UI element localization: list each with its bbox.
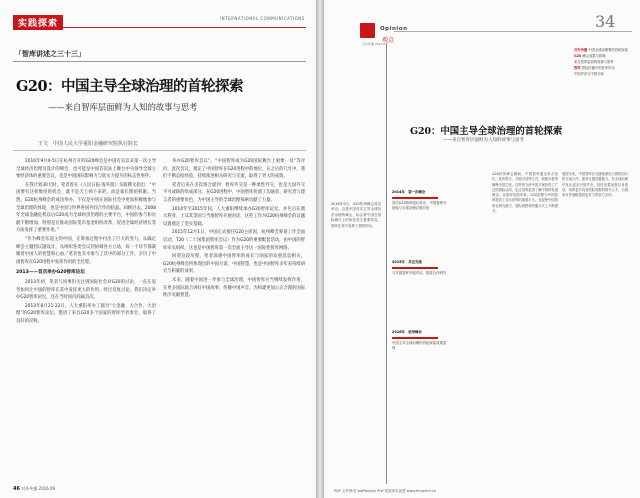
series-divider [13, 61, 306, 62]
book-gutter [316, 0, 324, 498]
sidebar-contents [574, 48, 630, 78]
list-item [574, 48, 630, 53]
toc-text: 峰会成果与影响 [582, 54, 606, 58]
annotation-block [392, 330, 447, 351]
paragraph: 2013年8月21-22日，人大重阳举办了题为“大金融、大合作、大治理”的G20智库论坛，邀请了来自G20多个国家的智库学者参会，取得了良好的反响。 [16, 303, 156, 324]
annotation-text: 中国主导全球治理的首轮探索成果显现 [392, 340, 447, 350]
annotation-bar [392, 267, 438, 268]
page-number-left [13, 486, 55, 492]
paragraph: 2016年9月4-5日在杭州召开的G20峰会是中国有史以来第一次主导全球经济治理及设计的峰会，也可能是中国首次站上舞台中央领导全球主要经济体的重要会议，也是中国国际影响力与软实力提升的标志性事件。 [16, 159, 156, 180]
section-brand: 实践探索 [13, 15, 63, 30]
opinion-label-en: Opinion [380, 26, 408, 32]
paragraph: “作为峰会东道主的中国，在筹备过程中付出了巨大的努力。从确定峰会主题到议题设计，从组织各类会议到协调各方立场，每一个环节都凝聚着中国人的智慧和心血。”笔者也有幸参与了其中的部分工作，亲历了中国智库在G20进程中发挥作用的全过程。 [16, 236, 156, 265]
toc-text: 中国全球治理观的首轮探索 [588, 48, 628, 52]
paragraph: 笔者后来在多次场合提到：智库外交是一种柔性外交，也是大国外交不可或缺的组成部分。在G20进程中，中国智库扮演了沟通者、研究者与建言者的重要角色，为中国主导的全球治理探索贡献了力量。 [163, 182, 305, 203]
margin-text: 2016年9月，G20杭州峰会成功举办，这是中国首次主导全球经济治理的峰会，标志着中国在国际舞台上的角色发生重要转变。智库在其中发挥了独特作用。 [331, 202, 381, 228]
annotation-heading: 2015年 多边交流 [392, 260, 422, 264]
toc-heading: 对外传播 [574, 48, 588, 52]
annotation-heading: 2016年 杭州峰会 [392, 330, 422, 334]
right-page [324, 0, 640, 498]
left-column-2 [163, 158, 305, 301]
annotation-text: 与多国智库开展对话，推进合作研究 [392, 270, 447, 275]
annotation-bar [392, 337, 438, 338]
paragraph: 未来，随着中国进一步参与全球治理，中国智库应当继续发挥作用，在更多国际场合讲好中国故事，传播中国声音，为构建更加公正合理的国际秩序贡献智慧。 [163, 277, 305, 299]
annotation-block [392, 260, 447, 276]
opinion-square-icon [360, 23, 375, 38]
right-column-3: G20杭州峰会期间，中国智库通过举办论坛、发布报告、开展对话等方式，积极向世界阐释中国主张。这些努力使中国方案获得了广泛的国际认同，也让世界更加了解中国的发展理念。从智库层面来看，G20进程为中国智库提供了走向世界的重要平台，也促使中国智库在研究能力、国际视野和传播方式上不断提升。 [492, 172, 558, 214]
page-number-right: 34 [595, 12, 616, 31]
section-brand-sub: INTERNATIONAL COMMUNICATIONS [220, 16, 305, 21]
annotation-text: 首次G20智库论坛举办，中国智库开始参与全球治理议题讨论 [392, 200, 447, 210]
article-subtitle-right: ——来自智库层面鲜为人知的故事与思考 [443, 138, 524, 143]
left-page [0, 0, 316, 498]
annotation-heading: 2014年 第一次峰会 [392, 190, 426, 194]
opinion-badge [360, 12, 408, 46]
toc-text: 来自智库层面的故事与思考 [574, 60, 614, 64]
list-item [574, 60, 630, 65]
byline-divider [13, 150, 306, 151]
toc-heading: 智库 [574, 66, 581, 70]
footer-text: 对外传播 2016.09 [21, 486, 56, 491]
margin-line [386, 44, 387, 484]
paragraph: 举办G20智库会议”，“中国智库成为G20国际舞台上重要一员”等评价。此次会议，奠定了中国智库在G20进程中的地位，在之后的几年中，我们不断总结经验，持续推进相关研究与交流，取得了更大的成效。 [163, 159, 305, 180]
toc-text: 中国声音与中国方案 [574, 72, 604, 76]
article-title: G20：中国主导全球治理的首轮探索 [16, 78, 244, 95]
header-divider [394, 31, 632, 32]
article-title-right: G20：中国主导全球治理的首轮探索 [410, 126, 563, 137]
paragraph: 回望这段历程，笔者深感中国智库的成长与国家的发展息息相关。G20杭州峰会所体现出的中国方案、中国智慧，也是中国智库多年来持续研究与积累的成果。 [163, 254, 305, 275]
annotation-bar [392, 197, 438, 198]
opinion-label-cn: 观点 [382, 37, 395, 44]
page-number: 46 [13, 486, 20, 492]
right-column-4: 展望未来，中国智库应当继续深化与国际同行的交流合作，提高议题设置能力，在全球治理中发出更多中国声音。同时也要加强自身建设，培养更多具有国际视野的研究人才，为国家对外战略提供更有力的智力支持。 [562, 172, 628, 198]
left-column-1 [16, 158, 156, 326]
author-byline: 王文 中国人民大学重阳金融研究院执行院长 [38, 141, 139, 147]
section-heading: 2013——首次举办G20智库论坛 [16, 270, 85, 276]
article-subtitle: ——来自智库层面鲜为人知的故事与思考 [48, 102, 198, 112]
toc-heading: G20 [574, 54, 582, 58]
paragraph: 2015年12月1日，中国正式接任G20主席国，杭州峰会筹备工作全面启动，T20（二十国集团智库会议）作为G20的重要配套活动，由中国的智库牵头组织，这也是中国智库第一次全面主导这一国际性智库网络。 [163, 230, 305, 251]
annotation-block [392, 190, 447, 211]
pdf-footer: PDF 文件使用“pdfFactory Pro”试用版本创建 www.fineprint.cn [334, 489, 437, 493]
list-item [574, 54, 630, 59]
paragraph: 2014年至2015年间，人大重阳继续承办G20智库论坛，并先后在澳大利亚、土耳其等国与当地智库开展对话，这些工作为G20杭州峰会的议题设置奠定了坚实基础。 [163, 206, 305, 227]
paragraph: 在我计划30天时，笔者曾在《人民日报·海外版》头版撰文指出：“中国要有这样维度的机会，就不是天上掉下来的，而是靠长期的积累。当然，G20杭州峰会的成功举办，不仅是中国在国际社会中更加积极地参与全球治理的体现，也是中国与世界各国共同合作的结晶。回顾过去，2008年全球金融危机以后G20成为全球经济治理的主要平台，中国的参与和贡献不断增加，特别是在推动国际货币基金组织改革、促进全球经济增长等方面发挥了重要作用。” [16, 182, 156, 234]
toc-text: 国际传播中的智库作用 [581, 66, 615, 70]
paragraph: 2013年初，笔者与同事们关注到国际社会对G20的讨论，一直在思考如何让中国的智库在其中发挥更大的作用。经过反复讨论，我们决定举办G20智库论坛，这在当时国内尚属首次。 [16, 279, 156, 301]
series-tag: 「智库讲述之三十三」 [15, 50, 85, 58]
top-divider [13, 27, 306, 28]
list-item [574, 66, 630, 71]
list-item [574, 72, 630, 77]
opinion-small-text: 对外传播 2016.09 [362, 42, 388, 46]
